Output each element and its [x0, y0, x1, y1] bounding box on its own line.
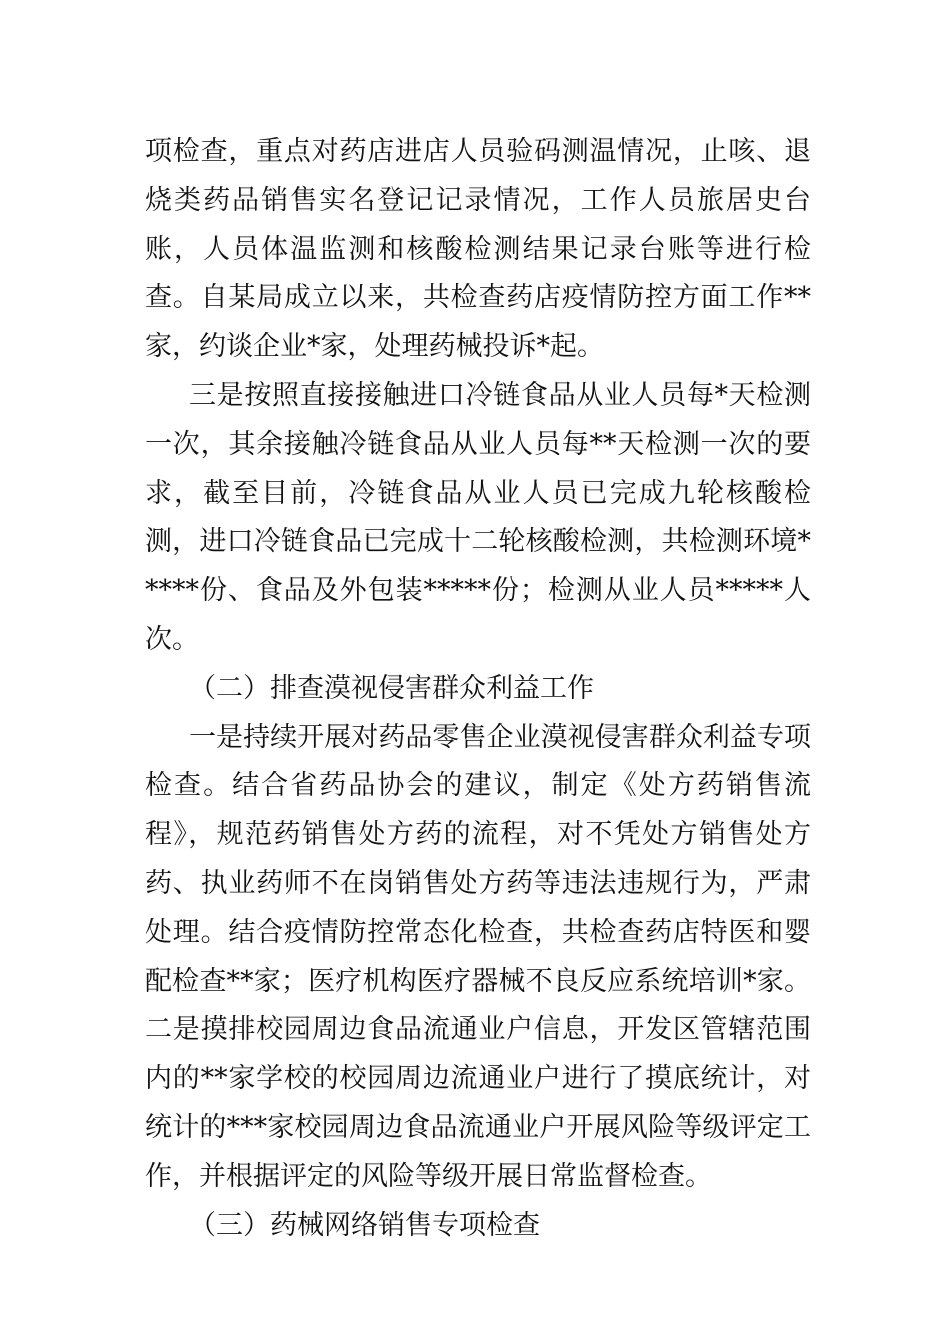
document-body [145, 128, 811, 1250]
paragraph-cold-chain-testing: 三是按照直接接触进口冷链食品从业人员每*天检测一次，其余接触冷链食品从业人员每**天检测一次的要求，截至目前，冷链食品从业人员已完成九轮核酸检测，进口冷链食品已完成十二轮核酸检测，共检测环境*****份、食品及外包装*****份；检测从业人员*****人次。 [145, 379, 811, 655]
paragraph-cold-chain-inspection-continued: 项检查，重点对药店进店人员验码测温情况，止咳、退烧类药品销售实名登记记录情况，工作人员旅居史台账，人员体温监测和核酸检测结果记录台账等进行检查。自某局成立以来，共检查药店疫情防控方面工作**家，约谈企业*家，处理药械投诉*起。 [145, 136, 811, 363]
section-heading-3: （三）药械网络销售专项检查 [189, 1209, 540, 1241]
section-heading-2: （二）排查漠视侵害群众利益工作 [189, 672, 594, 704]
paragraph-pharmacy-inspection: 一是持续开展对药品零售企业漠视侵害群众利益专项检查。结合省药品协会的建议，制定《处方药销售流程》，规范药销售处方药的流程，对不凭处方销售处方药、执业药师不在岗销售处方药等违法违规行为，严肃处理。结合疫情防控常态化检查，共检查药店特医和婴配检查**家；医疗机构医疗器械不良反应系统培训*家。二是摸排校园周边食品流通业户信息，开发区管辖范围内的**家学校的校园周边流通业户进行了摸底统计，对统计的***家校园周边食品流通业户开展风险等级评定工作，并根据评定的风险等级开展日常监督检查。 [145, 721, 811, 1192]
